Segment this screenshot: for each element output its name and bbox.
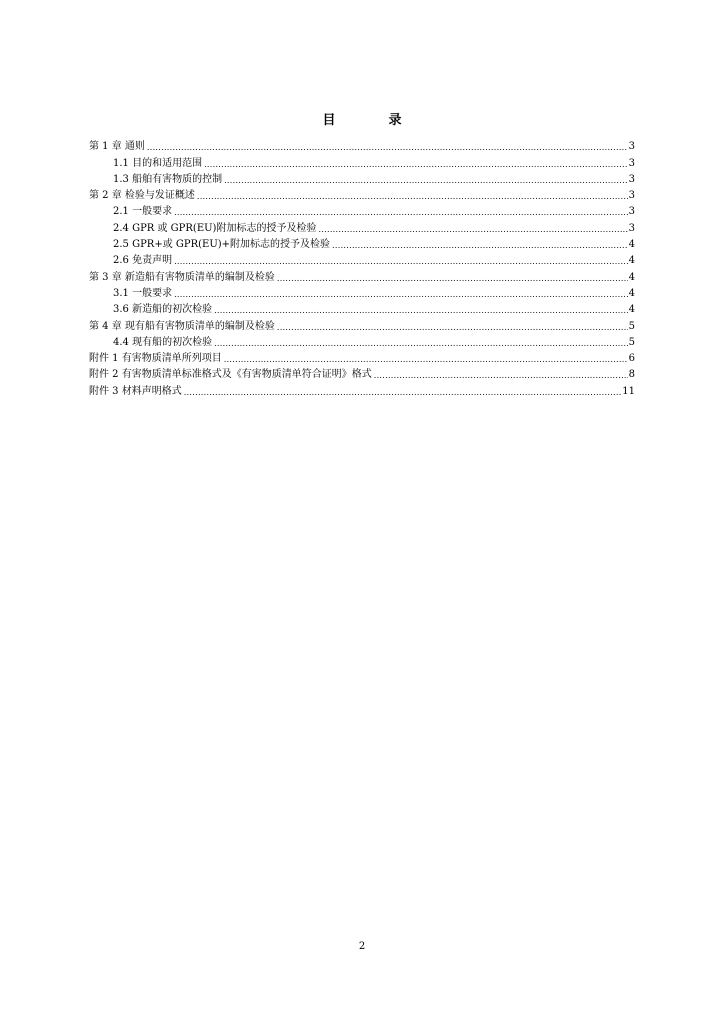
toc-dot-leader	[174, 255, 628, 267]
toc-entry-label: 第 3 章 新造船有害物质清单的编制及检验	[89, 271, 275, 283]
toc-dot-leader	[224, 353, 628, 365]
toc-dot-leader	[224, 174, 628, 186]
toc-entry-label: 3.1 一般要求	[113, 287, 173, 299]
toc-dot-leader	[332, 239, 628, 251]
toc-entry-label: 第 2 章 检验与发证概述	[89, 190, 195, 202]
toc-entry-label: 第 1 章 通则	[89, 141, 145, 153]
toc-dot-leader	[204, 158, 628, 170]
toc-entry-page: 3	[628, 173, 635, 185]
toc-entry-label: 2.4 GPR 或 GPR(EU)附加标志的授予及检验	[113, 222, 317, 234]
toc-entry-label: 3.6 新造船的初次检验	[113, 304, 213, 316]
toc-entry-page: 11	[622, 385, 635, 397]
toc-entry-label: 4.4 现有船的初次检验	[113, 336, 213, 348]
toc-entry-label: 1.3 船舶有害物质的控制	[113, 173, 223, 185]
toc-entry[interactable]	[89, 267, 635, 283]
toc-dot-leader	[374, 369, 628, 381]
toc-dot-leader	[214, 337, 628, 349]
toc-dot-leader	[277, 321, 628, 333]
toc-entry-page: 4	[628, 255, 635, 267]
toc-entry-page: 3	[628, 190, 635, 202]
toc-entry-label: 附件 2 有害物质清单标准格式及《有害物质清单符合证明》格式	[89, 369, 372, 381]
table-of-contents	[89, 137, 635, 398]
toc-entry[interactable]	[89, 153, 635, 169]
toc-dot-leader	[174, 206, 628, 218]
toc-entry[interactable]	[89, 284, 635, 300]
toc-entry-label: 1.1 目的和适用范围	[113, 157, 203, 169]
toc-entry[interactable]	[89, 186, 635, 202]
toc-dot-leader	[197, 190, 628, 202]
toc-entry[interactable]	[89, 170, 635, 186]
toc-entry-page: 4	[628, 304, 635, 316]
toc-dot-leader	[174, 288, 628, 300]
toc-entry[interactable]	[89, 202, 635, 218]
toc-dot-leader	[318, 223, 627, 235]
toc-entry[interactable]	[89, 218, 635, 234]
toc-entry[interactable]	[89, 235, 635, 251]
toc-entry[interactable]	[89, 349, 635, 365]
toc-dot-leader	[184, 386, 622, 398]
toc-entry-label: 附件 1 有害物质清单所列项目	[89, 353, 222, 365]
toc-entry-label: 2.5 GPR+或 GPR(EU)+附加标志的授予及检验	[113, 239, 331, 251]
toc-entry-page: 6	[628, 353, 635, 365]
toc-entry-page: 3	[628, 157, 635, 169]
page-number: 2	[358, 941, 366, 952]
toc-entry-page: 5	[628, 336, 635, 348]
toc-entry-page: 8	[628, 369, 635, 381]
toc-entry-page: 3	[628, 206, 635, 218]
toc-entry-label: 2.1 一般要求	[113, 206, 173, 218]
toc-dot-leader	[277, 272, 628, 284]
toc-dot-leader	[214, 304, 628, 316]
toc-entry[interactable]	[89, 365, 635, 381]
toc-title: 目 录	[322, 113, 422, 128]
toc-entry[interactable]	[89, 251, 635, 267]
toc-entry-page: 4	[628, 239, 635, 251]
toc-entry-page: 3	[628, 222, 635, 234]
toc-entry-page: 4	[628, 287, 635, 299]
toc-entry[interactable]	[89, 316, 635, 332]
toc-entry-page: 3	[628, 141, 635, 153]
toc-entry-page: 5	[628, 320, 635, 332]
toc-entry-label: 第 4 章 现有船有害物质清单的编制及检验	[89, 320, 275, 332]
toc-entry[interactable]	[89, 300, 635, 316]
toc-entry-label: 2.6 免责声明	[113, 255, 173, 267]
toc-dot-leader	[147, 141, 628, 153]
toc-entry-label: 附件 3 材料声明格式	[89, 385, 182, 397]
toc-entry[interactable]	[89, 381, 635, 397]
toc-entry[interactable]	[89, 137, 635, 153]
toc-entry[interactable]	[89, 333, 635, 349]
toc-entry-page: 4	[628, 271, 635, 283]
